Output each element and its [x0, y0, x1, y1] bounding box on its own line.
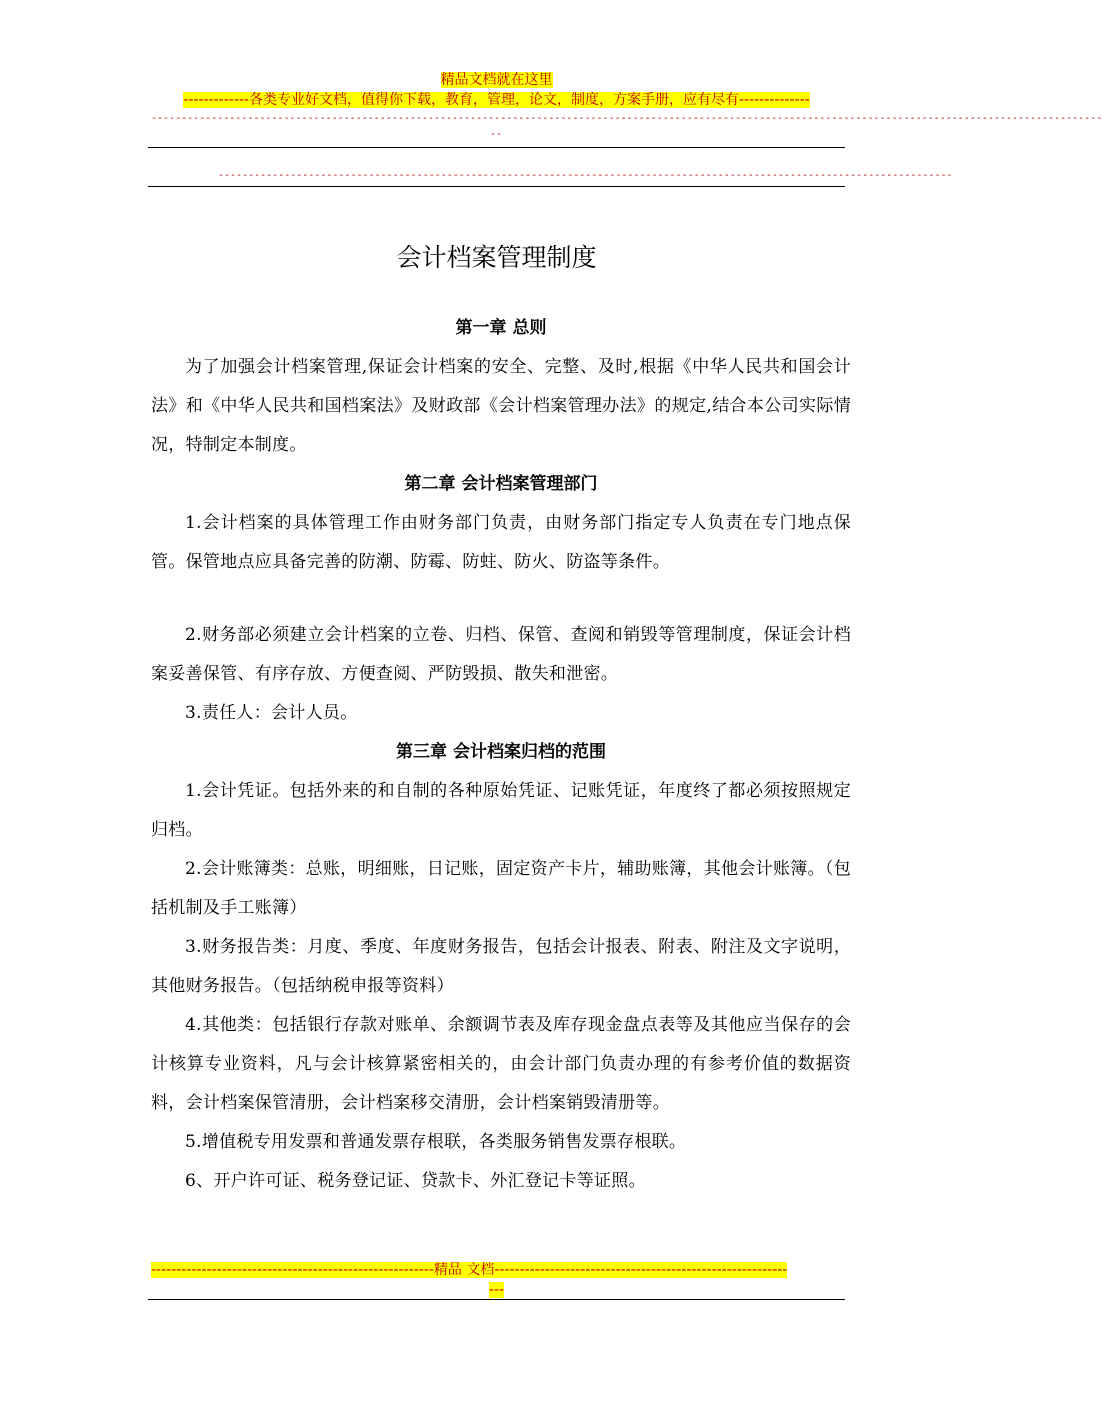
footer-banner-tail: ---: [489, 1282, 505, 1298]
paragraph: 4.其他类：包括银行存款对账单、余额调节表及库存现金盘点表等及其他应当保存的会计核算专业资料，凡与会计核算紧密相关的，由会计部门负责办理的有参考价值的数据资料，会计档案保管清册，会计档案移交清册，会计档案销毁清册等。: [151, 1015, 851, 1113]
header-dash-mid: --------------------------------------------------------------------------------------------------------------------------: [218, 170, 953, 181]
chapter-heading: 第三章 会计档案归档的范围: [396, 742, 606, 762]
footer-rule: [148, 1299, 845, 1300]
document-body: [151, 309, 851, 1201]
document-title: 会计档案管理制度: [396, 243, 597, 272]
paragraph: 2.财务部必须建立会计档案的立卷、归档、保管、查阅和销毁等管理制度，保证会计档案妥善保管、有序存放、方便查阅、严防毁损、散失和泄密。: [151, 625, 851, 684]
paragraph: 1.会计档案的具体管理工作由财务部门负责，由财务部门指定专人负责在专门地点保管。保管地点应具备完善的防潮、防霉、防蛀、防火、防盗等条件。: [151, 513, 851, 572]
header-banner-title: 精品文档就在这里: [440, 72, 553, 88]
paragraph: 3.财务报告类：月度、季度、年度财务报告，包括会计报表、附表、附注及文字说明，其他财务报告。（包括纳税申报等资料）: [151, 937, 851, 996]
chapter-heading: 第二章 会计档案管理部门: [404, 474, 598, 494]
header-rule-top: [148, 147, 845, 148]
paragraph: 2.会计账簿类：总账，明细账，日记账，固定资产卡片，辅助账簿，其他会计账簿。（包括机制及手工账簿）: [151, 859, 851, 918]
blank-line: [151, 582, 851, 616]
footer-banner: --------------------------------------------------------精品 文档----------------------------------------------------------: [151, 1262, 788, 1278]
header-dash-tail: --: [490, 129, 503, 140]
header-dash-line: --------------------------------------------------------------------------------------------------------------------------------------------------------------: [151, 113, 1102, 124]
paragraph: 为了加强会计档案管理,保证会计档案的安全、完整、及时,根据《中华人民共和国会计法》和《中华人民共和国档案法》及财政部《会计档案管理办法》的规定,结合本公司实际情况，特制定本制度。: [151, 357, 851, 455]
header-rule-bottom: [148, 186, 845, 187]
paragraph: 5.增值税专用发票和普通发票存根联，各类服务销售发票存根联。: [185, 1132, 687, 1152]
paragraph: 3.责任人：会计人员。: [185, 703, 358, 723]
paragraph: 1.会计凭证。包括外来的和自制的各种原始凭证、记账凭证，年度终了都必须按照规定归档。: [151, 781, 851, 840]
paragraph: 6、开户许可证、税务登记证、贷款卡、外汇登记卡等证照。: [185, 1171, 646, 1191]
chapter-heading: 第一章 总则: [455, 318, 547, 338]
header-banner-tagline: -------------各类专业好文档，值得你下载，教育，管理，论文，制度，方案手册，应有尽有--------------: [183, 92, 810, 108]
